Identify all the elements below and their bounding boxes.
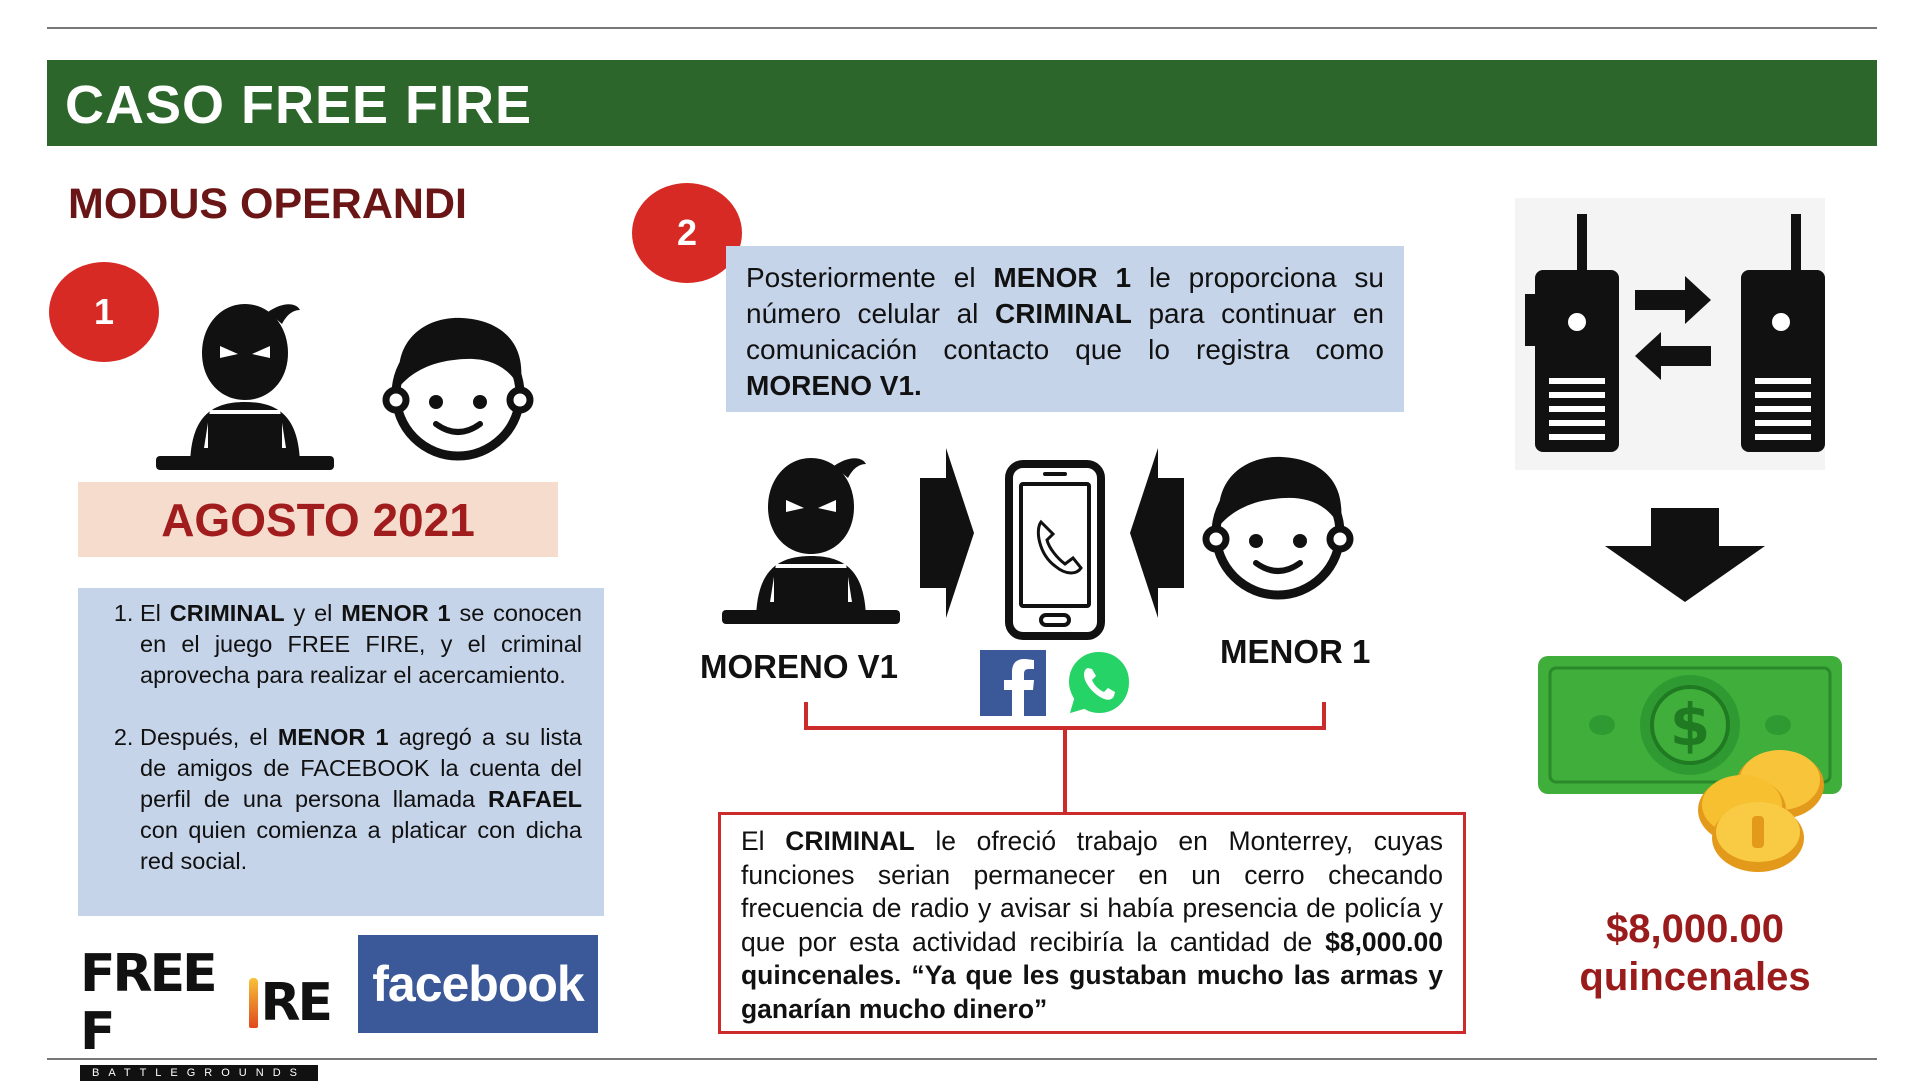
left-arrow-icon [1128,448,1188,618]
bold-text-run: MENOR 1 [341,600,451,626]
text-run: con quien comienza a platicar con dicha red social. [140,817,582,874]
text-run: le ofreció trabajo en Monterrey, cuyas funciones serian permanecer en un cerro checando frecuencia de radio y avisar si había presencia de policía y que por esta actividad recibiría la cantidad de [741,826,1443,957]
text-run: para continuar en comunicación contacto que lo registra como [746,298,1384,365]
job-offer-text [721,815,1463,1026]
step-2-info-text [726,246,1404,404]
page-title: CASO FREE FIRE [65,75,533,135]
step-badge-1: 1 [49,262,159,362]
child-face-icon [378,308,538,468]
hacker-icon [150,298,340,473]
steps-panel [78,588,604,916]
bold-text-run: CRIMINAL [994,298,1132,329]
freefire-flame-icon [249,978,258,1028]
text-run: le proporciona su número celular al [746,262,1385,329]
text-run: agregó a su lista de amigos de FACEBOOK la cuenta del perfil de una persona llamada [140,724,582,812]
bold-text-run: MENOR 1 [993,262,1132,293]
child-face-icon [1198,442,1358,612]
right-arrow-icon [916,448,976,618]
payment-amount: $8,000.00 [1606,907,1784,951]
minor-label: MENOR 1 [1220,633,1371,670]
bold-text-run: RAFAEL [488,786,582,812]
text-run: El [140,600,170,626]
freefire-logo-text-left: FREE F [80,944,215,1062]
bold-text-run: CRIMINAL [785,826,915,856]
bill-symbol: $ [1669,691,1711,759]
text-run: Después, el [140,724,278,750]
bold-text-run: MENOR 1 [277,724,389,750]
payment-period: quincenales [1579,955,1811,999]
text-run: Posteriormente el [746,262,994,293]
text-run: se conocen en el juego FREE FIRE, y el criminal aprovecha para realizar el acercamiento. [140,600,582,688]
date-text: AGOSTO 2021 [161,493,475,546]
freefire-logo-subtitle: BATTLEGROUNDS [80,1065,318,1081]
text-run: El [741,826,786,856]
section-subheading: MODUS OPERANDI [68,180,467,228]
date-banner [78,482,558,557]
step-badge-2: 2 [632,183,742,283]
hacker-icon [716,452,906,627]
facebook-logo [358,935,598,1033]
freefire-logo [80,944,330,1079]
top-divider [47,27,1877,29]
step-item [140,722,582,877]
step-2-info-panel [726,246,1404,412]
step-item [140,598,582,691]
smartphone-call-icon [1005,460,1105,640]
facebook-logo-text: facebook [372,956,584,1012]
job-offer-panel [718,812,1466,1034]
bold-text-run: $8,000.00 quincenales. “Ya que les gustaban mucho las armas y ganarían mucho dinero” [741,926,1443,1024]
payment-text [1530,905,1860,1001]
down-arrow-icon [1605,508,1765,602]
connector-lines [800,700,1330,815]
bold-text-run: MORENO V1. [746,370,922,401]
money-bill-icon [1530,650,1850,875]
steps-list [78,588,604,877]
bold-text-run: CRIMINAL [169,600,285,626]
criminal-label: MORENO V1 [700,648,899,685]
freefire-logo-text-right: RE [260,973,330,1033]
walkie-talkie-icon [1515,198,1825,470]
text-run: y el [284,600,342,626]
